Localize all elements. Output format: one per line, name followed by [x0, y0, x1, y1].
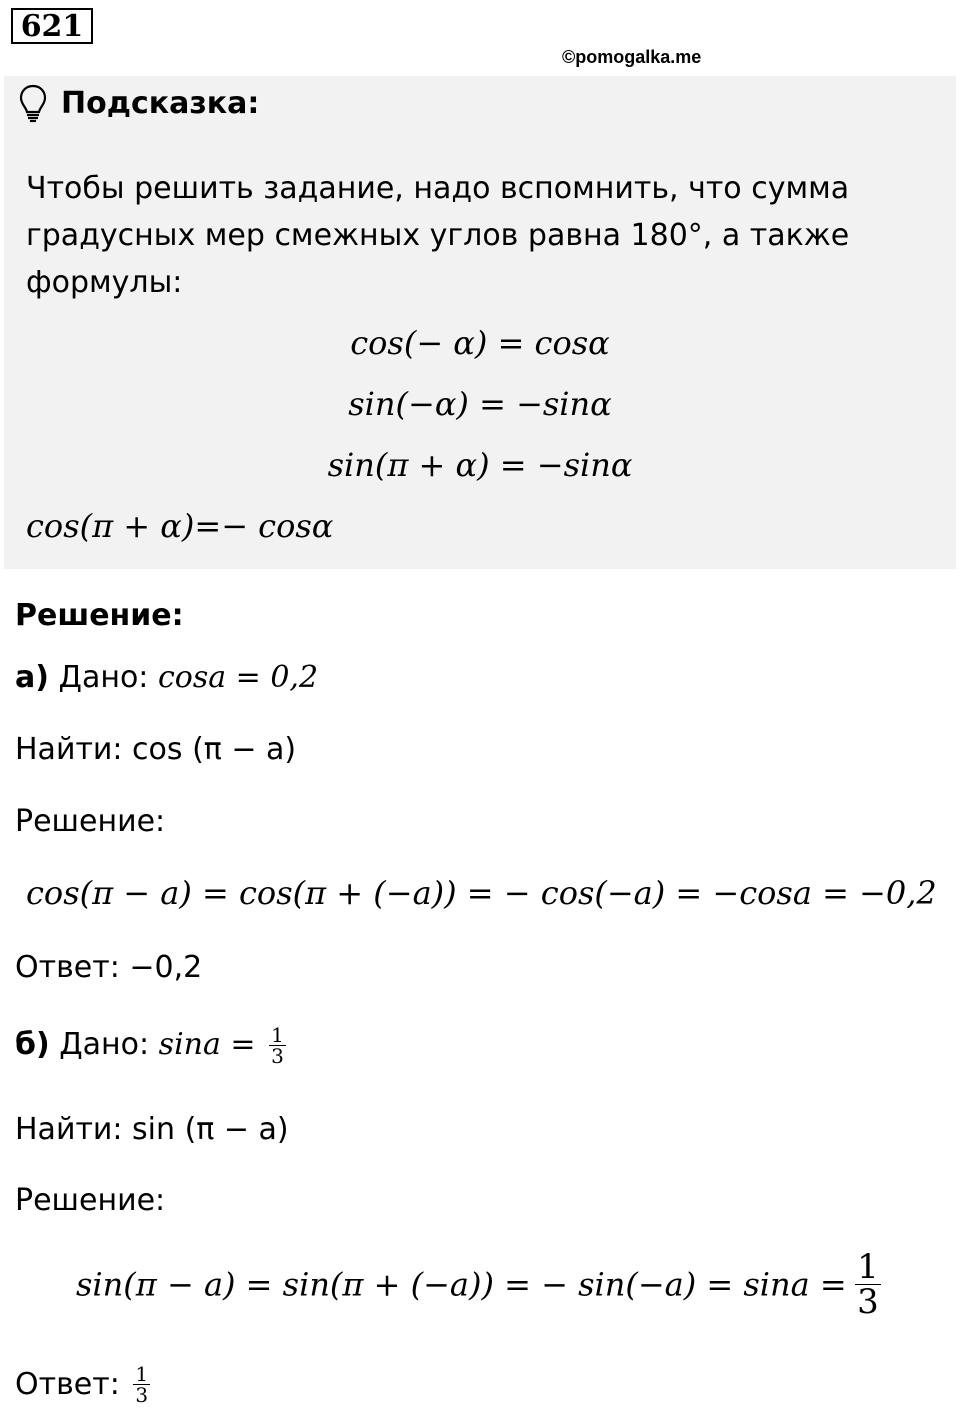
hint-text-line: Чтобы решить задание, надо вспомнить, что сумма: [26, 171, 850, 206]
part-a-equation: cos(π − a) = cos(π + (−a)) = − cos(−a) = −cosa = −0,2: [26, 874, 937, 912]
fraction-numerator: 1: [857, 1247, 879, 1287]
fraction: [133, 1364, 150, 1405]
part-a-find: Найти: cos (π − a): [15, 732, 297, 767]
part-b-answer: [15, 1364, 150, 1405]
part-b-equation: sin(π − a) = sin(π + (−a)) = − sin(−a) = sina =: [76, 1265, 847, 1304]
problem-number: 621: [11, 8, 93, 44]
lightbulb-icon: [18, 84, 48, 124]
watermark: ©pomogalka.me: [562, 47, 702, 67]
hint-formula: sin(−α) = −sinα: [348, 385, 612, 423]
part-a-given: [15, 660, 318, 695]
given-expression: sina =: [158, 1027, 256, 1062]
part-b-given: [15, 1025, 286, 1066]
hint-box: [4, 76, 956, 569]
fraction-denominator: 3: [271, 1044, 284, 1068]
answer-label: Ответ:: [15, 1367, 120, 1402]
fraction-numerator: 1: [271, 1023, 284, 1047]
hint-formula: cos(− α) = cosα: [350, 324, 610, 362]
fraction-denominator: 3: [135, 1383, 149, 1407]
given-label: Дано:: [58, 660, 149, 695]
fraction-numerator: 1: [135, 1362, 149, 1386]
given-label: Дано:: [59, 1027, 150, 1062]
part-a-solution-label: Решение:: [15, 804, 166, 839]
given-expression: cosa = 0,2: [157, 660, 319, 695]
fraction: [269, 1025, 286, 1066]
part-a-answer: Ответ: −0,2: [15, 950, 203, 985]
hint-text-line: градусных мер смежных углов равна 180°, а также: [26, 218, 850, 253]
fraction: [855, 1247, 881, 1322]
hint-title: Подсказка:: [61, 86, 260, 121]
part-b-equation-row: [76, 1247, 881, 1322]
part-b-find: Найти: sin (π − a): [15, 1112, 289, 1147]
part-a-label: а): [15, 660, 49, 695]
hint-text-line: формулы:: [26, 265, 183, 300]
hint-formula: cos(π + α)=− cosα: [26, 507, 334, 545]
fraction-denominator: 3: [857, 1282, 879, 1322]
solution-heading: Решение:: [15, 598, 184, 633]
part-b-label: б): [15, 1027, 50, 1062]
part-b-solution-label: Решение:: [15, 1183, 166, 1218]
hint-formula: sin(π + α) = −sinα: [327, 446, 633, 484]
